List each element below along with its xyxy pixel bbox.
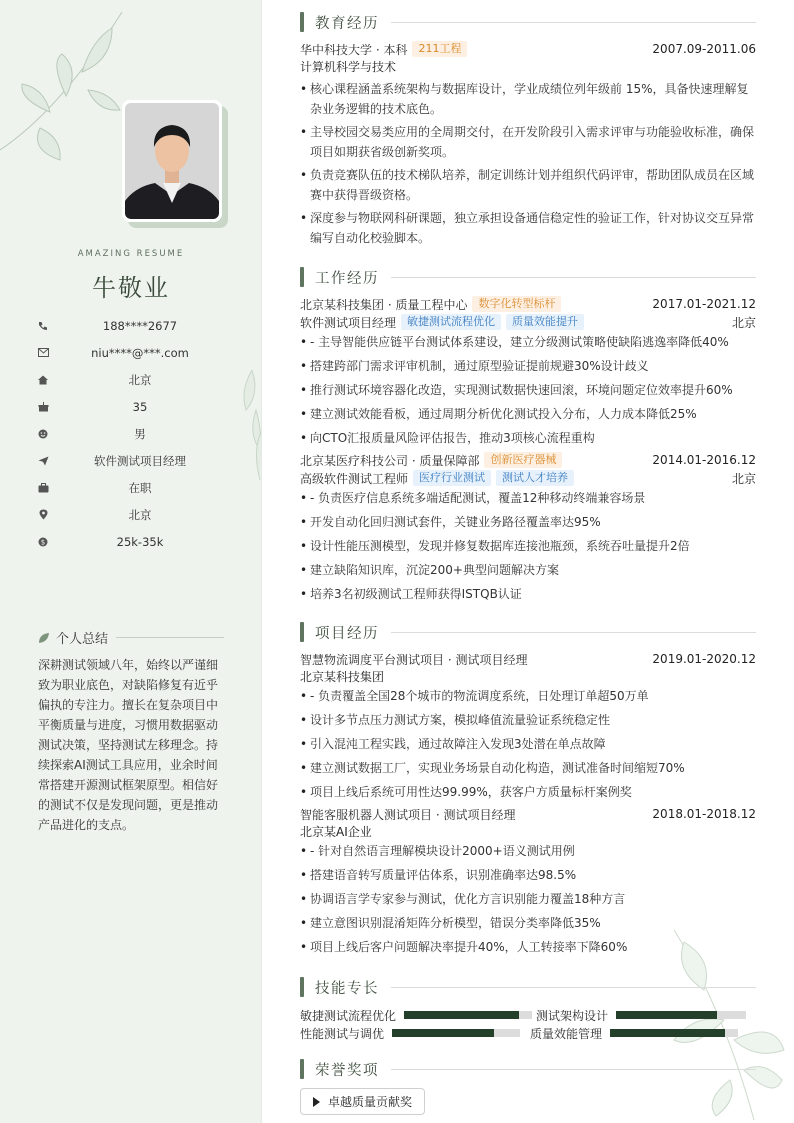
work-date: 2017.01-2021.12 [652, 297, 756, 311]
salary-value: 25k-35k [116, 534, 164, 549]
list-item: • 培养3名初级测试工程师获得ISTQB认证 [300, 585, 756, 609]
info-salary [36, 528, 226, 555]
target-position-value: 软件测试项目经理 [94, 453, 186, 468]
school-tag: 211工程 [412, 41, 467, 57]
avatar-image [125, 103, 219, 219]
work-city: 北京 [731, 471, 756, 486]
section-marker [300, 1059, 304, 1079]
list-item: • 负责竞赛队伍的技术梯队培养，制定训练计划并组织代码评审，帮助团队成员在区域赛中获得晋级资格。 [300, 165, 756, 205]
section-title: 工作经历 [315, 270, 379, 287]
award-label: 卓越质量贡献奖 [328, 1095, 413, 1109]
company-tag: 数字化转型标杆 [472, 296, 561, 312]
send-icon [36, 454, 50, 468]
work-city: 北京 [731, 315, 756, 330]
status-value: 在职 [128, 480, 152, 495]
project-date: 2019.01-2020.12 [652, 652, 756, 666]
list-item: • 建立意图识别混淆矩阵分析模型，错误分类率降低35% [300, 914, 756, 938]
salary-icon [36, 535, 50, 549]
skill-level-fill [610, 1029, 725, 1037]
list-item: • 搭建语音转写质量评估体系，识别准确率达98.5% [300, 866, 756, 890]
divider [391, 987, 756, 988]
skill-level-bar [392, 1029, 520, 1037]
work-header-row [300, 451, 756, 469]
list-item: • 设计性能压测模型，发现并修复数据库连接池瓶颈，系统吞吐量提升2倍 [300, 537, 756, 561]
info-target-position [36, 447, 226, 474]
tagline: AMAZING RESUME [77, 249, 185, 259]
list-item: • - 针对自然语言理解模块设计2000+语义测试用例 [300, 842, 756, 866]
list-item: • 推行测试环境容器化改造，实现测试数据快速回滚，环境问题定位效率提升60% [300, 381, 756, 405]
person-icon [125, 103, 219, 219]
info-gender [36, 420, 226, 447]
target-city-value: 北京 [128, 507, 152, 522]
phone-icon [36, 319, 50, 333]
job-role: 高级软件测试工程师 [300, 471, 409, 486]
award-item[interactable] [300, 1088, 425, 1115]
list-item: • 主导校园交易类应用的全周期交付，在开发阶段引入需求评审与功能验收标准，确保项目如期获省级创新奖项。 [300, 122, 756, 162]
leaf-decoration-icon [232, 370, 262, 480]
sidebar [0, 0, 262, 1123]
project-bullets [300, 687, 756, 807]
section-header-education [300, 12, 756, 32]
divider [391, 1069, 756, 1070]
skill-name: 质量效能管理 [530, 1026, 603, 1041]
info-age [36, 393, 226, 420]
list-item: • 开发自动化回归测试套件，关键业务路径覆盖率达95% [300, 513, 756, 537]
list-item: • 设计多节点压力测试方案，模拟峰值流量验证系统稳定性 [300, 711, 756, 735]
education-entry [300, 40, 756, 248]
section-marker [300, 977, 304, 997]
section-title: 项目经历 [315, 625, 379, 642]
skill-level-fill [392, 1029, 494, 1037]
project-name: 智慧物流调度平台测试项目 · 测试项目经理 [300, 652, 528, 667]
divider [391, 632, 756, 633]
skills-row [300, 1024, 756, 1042]
summary-text: 深耕测试领域八年，始终以严谨细致为职业底色，对缺陷修复有近乎偏执的专注力。擅长在复杂项目中平衡质量与进度，习惯用数据驱动测试决策，坚持测试左移理念。持续探索AI测试工具应用，业余时间常搭建开源测试框架原型。相信好的测试不仅是发现问题，更是推动产品进化的支点。 [38, 658, 219, 832]
project-entry [300, 650, 756, 807]
play-icon [313, 1097, 320, 1107]
age-value: 35 [132, 399, 148, 414]
list-item: • - 主导智能供应链平台测试体系建设，建立分级测试策略使缺陷逃逸率降低40% [300, 333, 756, 357]
skill-name: 测试架构设计 [536, 1008, 609, 1023]
company-name: 北京某医疗科技公司 · 质量保障部 [300, 453, 480, 468]
education-header-row [300, 40, 756, 58]
project-entry [300, 805, 756, 962]
info-status [36, 474, 226, 501]
cake-icon [36, 400, 50, 414]
skill-name: 性能测试与调优 [300, 1026, 385, 1041]
skill-level-fill [404, 1011, 519, 1019]
divider [391, 277, 756, 278]
list-item: • 建立测试数据工厂，实现业务场景自动化构造，测试准备时间缩短70% [300, 759, 756, 783]
info-target-city [36, 501, 226, 528]
project-bullets [300, 842, 756, 962]
section-title: 荣誉奖项 [315, 1062, 379, 1079]
list-item: • 搭建跨部门需求评审机制，通过原型验证提前规避30%设计歧义 [300, 357, 756, 381]
list-item: • 引入混沌工程实践，通过故障注入发现3处潜在单点故障 [300, 735, 756, 759]
divider [116, 637, 224, 638]
contact-info-list [36, 312, 226, 555]
project-header-row [300, 805, 756, 823]
section-marker [300, 12, 304, 32]
role-tag: 质量效能提升 [506, 314, 584, 330]
project-org: 北京某AI企业 [300, 825, 372, 839]
work-date: 2014.01-2016.12 [652, 453, 756, 467]
skills-list [300, 1006, 756, 1042]
section-marker [300, 622, 304, 642]
list-item: • - 负责覆盖全国28个城市的物流调度系统，日处理订单超50万单 [300, 687, 756, 711]
info-residence [36, 366, 226, 393]
leaf-icon [38, 632, 50, 644]
school-name: 华中科技大学 · 本科 [300, 42, 408, 57]
education-date: 2007.09-2011.06 [652, 42, 756, 56]
email-value: niu****@***.com [91, 345, 189, 360]
project-date: 2018.01-2018.12 [652, 807, 756, 821]
summary-title: 个人总结 [56, 632, 109, 647]
role-tag: 敏捷测试流程优化 [401, 314, 501, 330]
email-icon [36, 346, 50, 360]
list-item: • 协调语言学专家参与测试，优化方言识别能力覆盖18种方言 [300, 890, 756, 914]
home-icon [36, 373, 50, 387]
company-name: 北京某科技集团 · 质量工程中心 [300, 297, 468, 312]
gender-value: 男 [134, 426, 146, 441]
section-header-skills [300, 977, 756, 997]
section-header-awards [300, 1059, 756, 1079]
work-bullets [300, 333, 756, 453]
skill-level-fill [616, 1011, 717, 1019]
section-title: 教育经历 [315, 15, 379, 32]
list-item: • 项目上线后系统可用性达99.99%，获客户方质量标杆案例奖 [300, 783, 756, 807]
list-item: • 深度参与物联网科研课题，独立承担设备通信稳定性的验证工作，针对协议交互异常编写自动化校验脚本。 [300, 208, 756, 248]
divider [391, 22, 756, 23]
list-item: • 向CTO汇报质量风险评估报告，推动3项核心流程重构 [300, 429, 756, 453]
role-tag: 测试人才培养 [496, 470, 574, 486]
skill-level-bar [616, 1011, 746, 1019]
gender-icon [36, 427, 50, 441]
residence-value: 北京 [128, 372, 152, 387]
major: 计算机科学与技术 [300, 60, 397, 74]
work-entry [300, 451, 756, 609]
role-tag: 医疗行业测试 [413, 470, 491, 486]
svg-text:$: $ [40, 538, 46, 547]
list-item: • 建立缺陷知识库，沉淀200+典型问题解决方案 [300, 561, 756, 585]
section-title: 技能专长 [315, 980, 379, 997]
phone-value: 188****2677 [102, 318, 178, 333]
project-name: 智能客服机器人测试项目 · 测试项目经理 [300, 807, 516, 822]
location-icon [36, 508, 50, 522]
list-item: • - 负责医疗信息系统多端适配测试，覆盖12种移动终端兼容场景 [300, 489, 756, 513]
section-header-work [300, 267, 756, 287]
list-item: • 项目上线后客户问题解决率提升40%，人工转接率下降60% [300, 938, 756, 962]
info-phone [36, 312, 226, 339]
work-header-row [300, 295, 756, 313]
work-role-row [300, 313, 756, 331]
list-item: • 核心课程涵盖系统架构与数据库设计，学业成绩位列年级前 15%，具备快速理解复杂业务逻辑的技术底色。 [300, 79, 756, 119]
avatar [122, 100, 222, 222]
company-tag: 创新医疗器械 [484, 452, 562, 468]
briefcase-icon [36, 481, 50, 495]
info-email [36, 339, 226, 366]
skills-row [300, 1006, 756, 1024]
section-header-projects [300, 622, 756, 642]
skill-name: 敏捷测试流程优化 [300, 1008, 397, 1023]
project-org: 北京某科技集团 [300, 670, 385, 684]
section-marker [300, 267, 304, 287]
work-entry [300, 295, 756, 453]
summary-header [38, 628, 224, 647]
skill-level-bar [610, 1029, 738, 1037]
work-bullets [300, 489, 756, 609]
education-bullets [300, 79, 756, 248]
project-header-row [300, 650, 756, 668]
skill-level-bar [404, 1011, 532, 1019]
candidate-name: 牛敬业 [92, 274, 170, 302]
work-role-row [300, 469, 756, 487]
job-role: 软件测试项目经理 [300, 315, 397, 330]
list-item: • 建立测试效能看板，通过周期分析优化测试投入分布，人力成本降低25% [300, 405, 756, 429]
